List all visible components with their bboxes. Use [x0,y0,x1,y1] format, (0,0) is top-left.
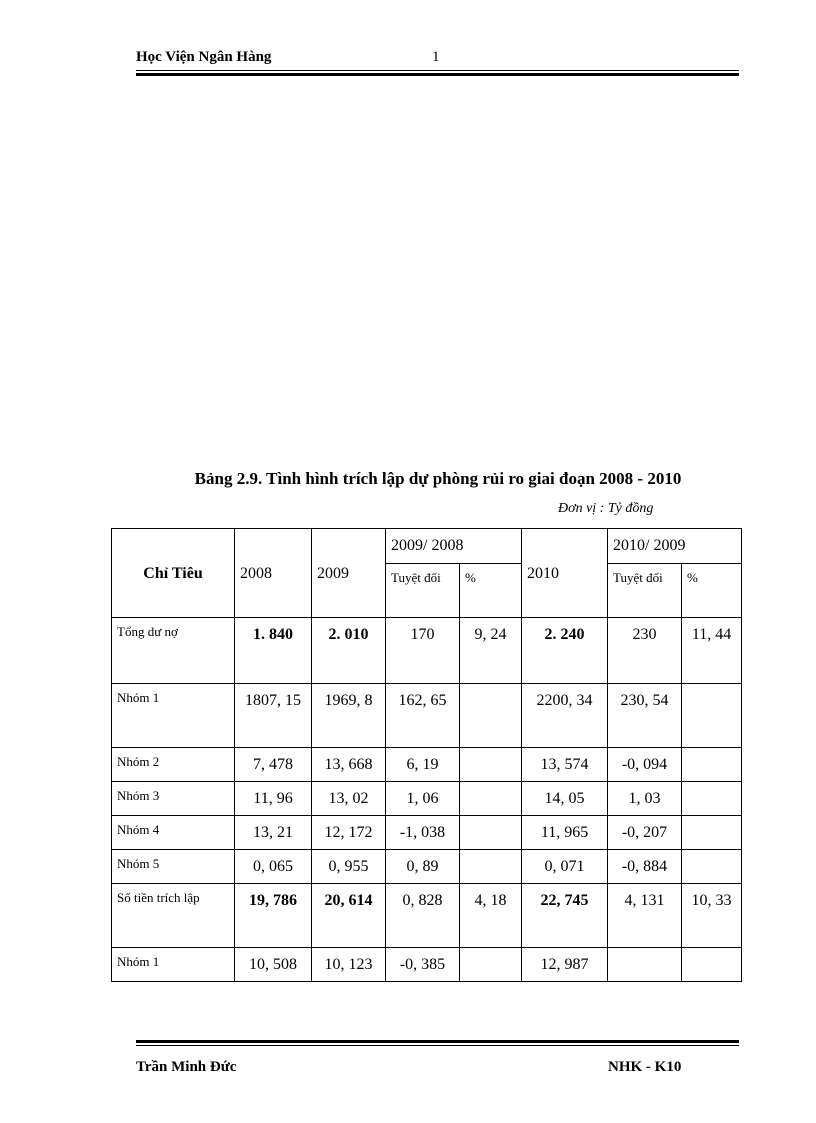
table-title: Bảng 2.9. Tình hình trích lập dự phòng rủi ro giai đoạn 2008 - 2010 [194,469,682,488]
cell-abs-2009-2008: -0, 385 [386,948,460,982]
header-2008: 2008 [235,529,312,618]
cell-pct-2009-2008 [460,782,522,816]
cell-pct-2010-2009: 10, 33 [682,884,742,948]
header-2009: 2009 [312,529,386,618]
subheader-percent: % [460,564,522,618]
provision-table [111,528,742,982]
cell-2008: 11, 96 [235,782,312,816]
table-row [112,884,742,948]
cell-pct-2009-2008 [460,748,522,782]
cell-2009: 20, 614 [312,884,386,948]
cell-abs-2010-2009: 4, 131 [608,884,682,948]
table-row [112,850,742,884]
table-row [112,618,742,684]
cell-abs-2009-2008: 170 [386,618,460,684]
subheader-absolute: Tuyệt đối [608,564,682,618]
table-row [112,816,742,850]
cell-abs-2009-2008: 162, 65 [386,684,460,748]
table-row [112,782,742,816]
cell-pct-2010-2009 [682,816,742,850]
table-header-row [112,529,742,564]
cell-abs-2010-2009: -0, 884 [608,850,682,884]
header-indicator: Chỉ Tiêu [112,529,235,618]
table-row [112,948,742,982]
cell-pct-2010-2009 [682,748,742,782]
footer-rule-thin [136,1045,739,1046]
cell-pct-2009-2008: 4, 18 [460,884,522,948]
cell-2009: 12, 172 [312,816,386,850]
cell-pct-2009-2008 [460,850,522,884]
cell-2009: 2. 010 [312,618,386,684]
cell-abs-2010-2009: -0, 094 [608,748,682,782]
table-unit: Đơn vị : Tỷ đồng [558,501,654,516]
cell-abs-2010-2009: 230, 54 [608,684,682,748]
cell-pct-2010-2009 [682,782,742,816]
row-label: Số tiền trích lập [112,884,235,948]
cell-abs-2009-2008: 0, 828 [386,884,460,948]
cell-pct-2009-2008 [460,816,522,850]
cell-abs-2009-2008: 1, 06 [386,782,460,816]
header-school-name: Học Viện Ngân Hàng [136,49,272,65]
cell-abs-2009-2008: -1, 038 [386,816,460,850]
row-label: Nhóm 2 [112,748,235,782]
row-label: Nhóm 4 [112,816,235,850]
cell-abs-2009-2008: 6, 19 [386,748,460,782]
cell-pct-2010-2009 [682,948,742,982]
cell-2010: 2. 240 [522,618,608,684]
header-2010-vs-2009: 2010/ 2009 [608,529,742,564]
cell-abs-2010-2009: 1, 03 [608,782,682,816]
table-row [112,748,742,782]
cell-pct-2009-2008: 9, 24 [460,618,522,684]
header-rule-thin [136,70,739,71]
cell-pct-2009-2008 [460,948,522,982]
cell-2008: 1807, 15 [235,684,312,748]
cell-2009: 0, 955 [312,850,386,884]
cell-abs-2010-2009: 230 [608,618,682,684]
cell-2009: 1969, 8 [312,684,386,748]
cell-2009: 10, 123 [312,948,386,982]
cell-2008: 1. 840 [235,618,312,684]
table-row [112,684,742,748]
row-label: Nhóm 1 [112,684,235,748]
cell-2008: 13, 21 [235,816,312,850]
row-label: Nhóm 1 [112,948,235,982]
subheader-absolute: Tuyệt đối [386,564,460,618]
footer-rule-thick [136,1040,739,1043]
row-label: Nhóm 3 [112,782,235,816]
header-2009-vs-2008: 2009/ 2008 [386,529,522,564]
cell-2008: 0, 065 [235,850,312,884]
cell-2010: 0, 071 [522,850,608,884]
row-label: Tổng dư nợ [112,618,235,684]
cell-2008: 7, 478 [235,748,312,782]
cell-pct-2010-2009: 11, 44 [682,618,742,684]
cell-2010: 22, 745 [522,884,608,948]
cell-2008: 10, 508 [235,948,312,982]
footer-class: NHK - K10 [608,1059,682,1075]
cell-abs-2010-2009 [608,948,682,982]
header-2010: 2010 [522,529,608,618]
cell-pct-2009-2008 [460,684,522,748]
footer-author: Trần Minh Đức [136,1059,237,1075]
cell-2008: 19, 786 [235,884,312,948]
cell-2009: 13, 02 [312,782,386,816]
cell-2010: 13, 574 [522,748,608,782]
cell-abs-2009-2008: 0, 89 [386,850,460,884]
cell-2010: 2200, 34 [522,684,608,748]
header-rule-thick [136,73,739,76]
cell-2010: 11, 965 [522,816,608,850]
cell-abs-2010-2009: -0, 207 [608,816,682,850]
cell-pct-2010-2009 [682,684,742,748]
row-label: Nhóm 5 [112,850,235,884]
cell-2009: 13, 668 [312,748,386,782]
subheader-percent: % [682,564,742,618]
cell-2010: 12, 987 [522,948,608,982]
cell-pct-2010-2009 [682,850,742,884]
cell-2010: 14, 05 [522,782,608,816]
page-number: 1 [432,49,440,65]
